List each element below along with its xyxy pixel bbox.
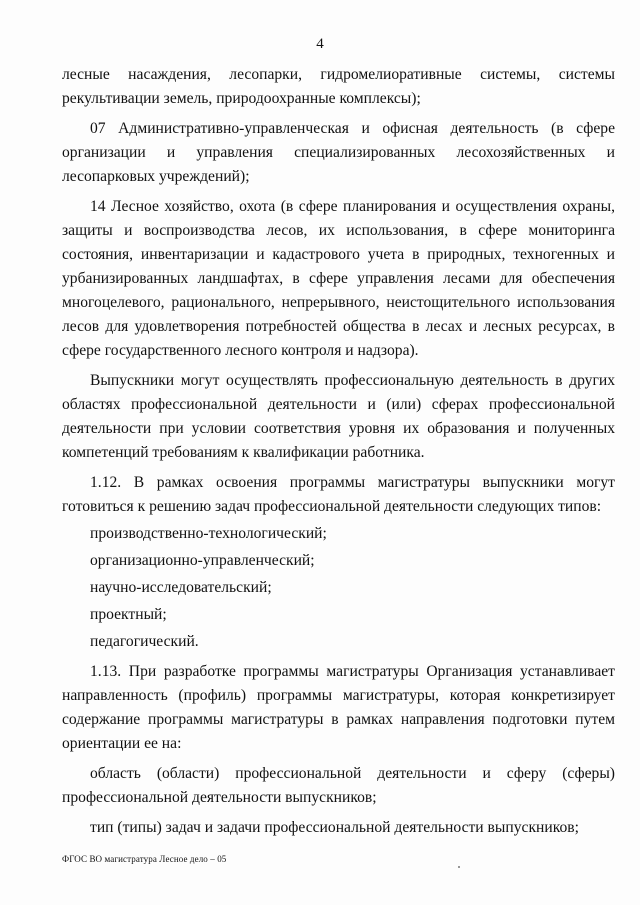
list-item: организационно-управленческий; (90, 552, 315, 569)
paragraph-admin-activity: 07 Административно-управленческая и офисная деятельность (в сфере организации и управления специализированных лесохозяйственных и лесопарковых учреждений); (62, 120, 615, 185)
task-types-list (62, 522, 615, 654)
list-item: педагогический. (90, 633, 199, 650)
paragraph-professional-area: область (области) профессиональной деятельности и сферу (сферы) профессиональной деятельности выпускников; (62, 765, 615, 806)
paragraph-forestry-hunting: 14 Лесное хозяйство, охота (в сфере планирования и осуществления охраны, защиты и воспроизводства лесов, их использования, в сфере мониторинга состояния, инвентаризации и кадастрового учета в природных, техногенных и урбанизированных ландшафтах, в сфере управления лесами для обеспечения многоцелевого, рационального, непрерывного, неистощительного использования лесов для удовлетворения потребностей общества в лесах и лесных ресурсах, в сфере государственного лесного контроля и надзора). (62, 198, 615, 359)
paragraph-1-13: 1.13. При разработке программы магистратуры Организация устанавливает направленность (профиль) программы магистратуры, которая конкретизирует содержание программы магистратуры в рамках направления подготовки путем ориентации ее на: (62, 663, 615, 752)
page-content (62, 63, 615, 840)
paragraph-1-12: 1.12. В рамках освоения программы магистратуры выпускники могут готовиться к решению задач профессиональной деятельности следующих типов: (62, 474, 615, 515)
list-item: проектный; (90, 606, 167, 623)
page-number: 4 (316, 36, 324, 52)
scan-speck (458, 866, 460, 868)
document-footer: ФГОС ВО магистратура Лесное дело – 05 (62, 854, 227, 864)
paragraph-graduates-other-areas: Выпускники могут осуществлять профессиональную деятельность в других областях профессиональной деятельности и (или) сферах профессиональной деятельности при условии соответствия уровня их образования и полученных компетенций требованиям к квалификации работника. (62, 372, 615, 461)
paragraph-task-types: тип (типы) задач и задачи профессиональной деятельности выпускников; (90, 819, 579, 836)
paragraph-forest-objects: лесные насаждения, лесопарки, гидромелиоративные системы, системы рекультивации земель, природоохранные комплексы); (62, 66, 615, 107)
list-item: научно-исследовательский; (90, 579, 272, 596)
list-item: производственно-технологический; (90, 525, 327, 542)
